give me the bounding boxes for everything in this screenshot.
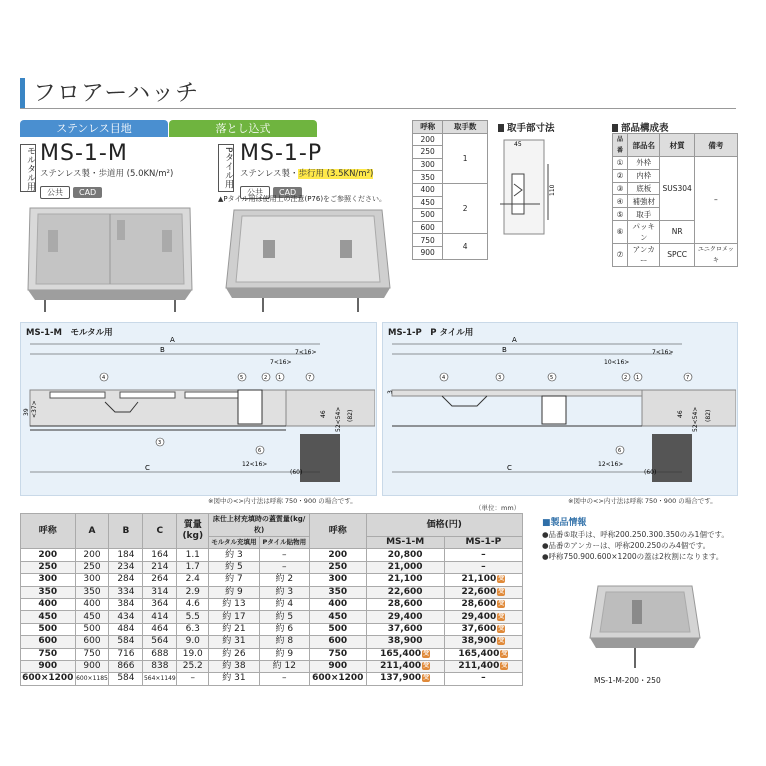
- svg-text:6: 6: [618, 448, 622, 454]
- spec-price-table: 呼称 A B C 質量 (kg) 床仕上材充填時の蓋質量(kg/枚) 呼称 価格(円) モルタル充填用 Pタイル貼物用 MS-1-M MS-1-P 200 200 184 164 1.1 約 3 – 200 20,800 – 250 250 234 214 1.7 約 5 – 250 21,000 – 300 300 284 264 2.4 約 7 約 2 300 21,100 21,100 受 350 350 334 314 2.9 約 9 約 3 350 22,600 22,600 受 400 400 384 364 4.6 約 13 約 4 400 28,600 28,600 受 450 450 434 414 5.5 約 17 約 5 450 29,400 29,400 受 500 500 484 464 6.3 約 21 約 6 500 37,600 37,600 受 600 600 584 564 9.0 約 31 約 8 600 38,900 38,900 受 750 750 716 688 19.0 約 26 約 9 750 165,400 受 165,400 受 900 900 866 838 25.2 約 38 約 12 900 211,400 受 211,400 受 600×1200 600×1185 584 564×1149 – 約 31 – 600×1200 137,900 受 –: [20, 513, 523, 686]
- svg-text:(82): (82): [705, 409, 712, 422]
- order-tag: 受: [498, 624, 505, 632]
- svg-text:3: 3: [158, 440, 162, 446]
- svg-text:46: 46: [320, 410, 327, 418]
- svg-text:A: A: [512, 336, 517, 344]
- order-tag: 受: [423, 674, 430, 682]
- svg-text:45: 45: [514, 141, 522, 148]
- order-tag: 受: [501, 662, 508, 670]
- table-row: 400 400 384 364 4.6 約 13 約 4 400 28,600 28,600 受: [21, 598, 523, 610]
- note-p: ※図中の<>内寸法は呼称 750・900 の場合です。: [568, 497, 717, 505]
- product-info-title: ■製品情報: [542, 518, 587, 528]
- svg-text:39: 39: [23, 408, 30, 416]
- svg-text:52<54>: 52<54>: [335, 406, 342, 432]
- order-tag: 受: [498, 600, 505, 608]
- tab-stainless-joint[interactable]: ステンレス目地: [20, 120, 168, 137]
- photo-caption: MS-1-M-200・250: [594, 676, 661, 685]
- svg-text:7<16>: 7<16>: [652, 349, 674, 356]
- handle-count-4: 4: [443, 234, 488, 259]
- svg-text:7<16>: 7<16>: [295, 349, 317, 356]
- product-info-list: ●品番⑤取手は、呼称200.250.300.350のみ1個です。 ●品番⑦アンカーは、呼称200.250のみ4個です。 ●呼称750.900.600×1200の蓋は2枚割になります。: [542, 530, 729, 561]
- diagram-m-drawing: [20, 322, 375, 494]
- public-badge: 公共: [40, 186, 70, 199]
- table-row: 900 900 866 838 25.2 約 38 約 12 900 211,400 受 211,400 受: [21, 660, 523, 672]
- svg-text:A: A: [170, 336, 175, 344]
- svg-text:2: 2: [624, 375, 628, 381]
- warning-icon: ▲: [218, 195, 224, 203]
- svg-text:5: 5: [550, 375, 554, 381]
- svg-text:7: 7: [686, 375, 690, 381]
- cad-badge[interactable]: CAD: [273, 187, 302, 198]
- parts-table: 品番 部品名 材質 備考 ① 外枠 SUS304 – ② 内枠 ③ 底板 ④ 補強材 ⑤ 取手 ⑥ パッキン NR ⑦ アンカー SPCC ユニクロメッキ: [612, 133, 738, 267]
- order-tag: 受: [423, 662, 430, 670]
- table-row: 600 600 584 564 9.0 約 31 約 8 600 38,900 38,900 受: [21, 636, 523, 648]
- diagram-p-drawing: [382, 322, 736, 494]
- mortar-vertical-label: モルタル用: [20, 144, 36, 192]
- table-row: 450 450 434 414 5.5 約 17 約 5 450 29,400 29,400 受: [21, 611, 523, 623]
- tab-drop-in[interactable]: 落とし込式: [169, 120, 317, 137]
- public-badge: 公共: [240, 186, 270, 199]
- diagram-m-title: MS-1-M モルタル用: [26, 328, 113, 338]
- svg-text:6: 6: [258, 448, 262, 454]
- svg-text:4: 4: [102, 375, 106, 381]
- order-tag: 受: [498, 612, 505, 620]
- svg-text:(82): (82): [347, 409, 354, 422]
- cad-badge[interactable]: CAD: [73, 187, 102, 198]
- svg-text:10<16>: 10<16>: [604, 359, 630, 366]
- svg-text:<37>: <37>: [31, 400, 38, 418]
- spec-ms-1-m: ステンレス製・歩道用 (5.0KN/m²): [40, 169, 174, 179]
- table-row: 500 500 484 464 6.3 約 21 約 6 500 37,600 37,600 受: [21, 623, 523, 635]
- handle-count-2: 2: [443, 183, 488, 233]
- svg-text:3: 3: [498, 375, 502, 381]
- order-tag: 受: [501, 649, 508, 657]
- svg-text:B: B: [502, 346, 507, 354]
- svg-text:5: 5: [240, 375, 244, 381]
- order-tag: 受: [423, 649, 430, 657]
- svg-text:110: 110: [549, 184, 556, 196]
- handle-count-table: 呼称 取手数 200 1 250 300 350 400 2 450 500 600 750 4 900: [412, 120, 488, 260]
- photo-ms-1-m-200: [580, 576, 710, 672]
- svg-text:12<16>: 12<16>: [598, 461, 624, 468]
- diagram-p-title: MS-1-P P タイル用: [388, 328, 474, 338]
- svg-text:3: 3: [387, 390, 394, 394]
- svg-text:7: 7: [308, 375, 312, 381]
- svg-text:B: B: [160, 346, 165, 354]
- spec-ms-1-p: ステンレス製・歩行用 (3.5KN/m²): [240, 169, 374, 179]
- svg-text:C: C: [145, 464, 150, 472]
- svg-text:46: 46: [677, 410, 684, 418]
- svg-text:1: 1: [278, 375, 282, 381]
- table-row: 600×1200 600×1185 584 564×1149 – 約 31 – 600×1200 137,900 受 –: [21, 673, 523, 685]
- svg-text:C: C: [507, 464, 512, 472]
- model-ms-1-m: MS-1-M: [40, 141, 128, 166]
- photo-ms-1-m: [20, 200, 200, 318]
- model-ms-1-p: MS-1-P: [240, 141, 323, 166]
- table-row: 250 250 234 214 1.7 約 5 – 250 21,000 –: [21, 561, 523, 573]
- order-tag: 受: [498, 637, 505, 645]
- handle-dims-drawing: [500, 134, 600, 244]
- badges-ms-1-m: [40, 180, 105, 199]
- svg-text:7<16>: 7<16>: [270, 359, 292, 366]
- square-icon: ■: [542, 518, 551, 528]
- handle-dims-title: 取手部寸法: [498, 120, 555, 134]
- svg-text:52<54>: 52<54>: [692, 406, 699, 432]
- unit-note: （単位：mm）: [475, 504, 521, 512]
- table-row: 300 300 284 264 2.4 約 7 約 2 300 21,100 21,100 受: [21, 574, 523, 586]
- handle-count-1: 1: [443, 133, 488, 183]
- svg-text:2: 2: [264, 375, 268, 381]
- svg-text:12<16>: 12<16>: [242, 461, 268, 468]
- note-m: ※図中の<>内寸法は呼称 750・900 の場合です。: [208, 497, 357, 505]
- page-title: フロアーハッチ: [33, 80, 200, 106]
- order-tag: 受: [498, 575, 505, 583]
- table-row: 350 350 334 314 2.9 約 9 約 3 350 22,600 22,600 受: [21, 586, 523, 598]
- svg-text:4: 4: [442, 375, 446, 381]
- svg-text:1: 1: [636, 375, 640, 381]
- parts-table-title: 部品構成表: [612, 120, 669, 134]
- ptile-warning: ▲Pタイル用は使用上の注意(P76)をご参照ください。: [218, 195, 387, 203]
- svg-text:(60): (60): [644, 469, 657, 476]
- order-tag: 受: [498, 587, 505, 595]
- svg-text:(60): (60): [290, 469, 303, 476]
- title-accent-bar: [20, 78, 25, 108]
- photo-ms-1-p: [218, 200, 398, 318]
- ptile-vertical-label: Pタイル用: [218, 144, 234, 192]
- table-row: 200 200 184 164 1.1 約 3 – 200 20,800 –: [21, 549, 523, 561]
- table-row: 750 750 716 688 19.0 約 26 約 9 750 165,400 受 165,400 受: [21, 648, 523, 660]
